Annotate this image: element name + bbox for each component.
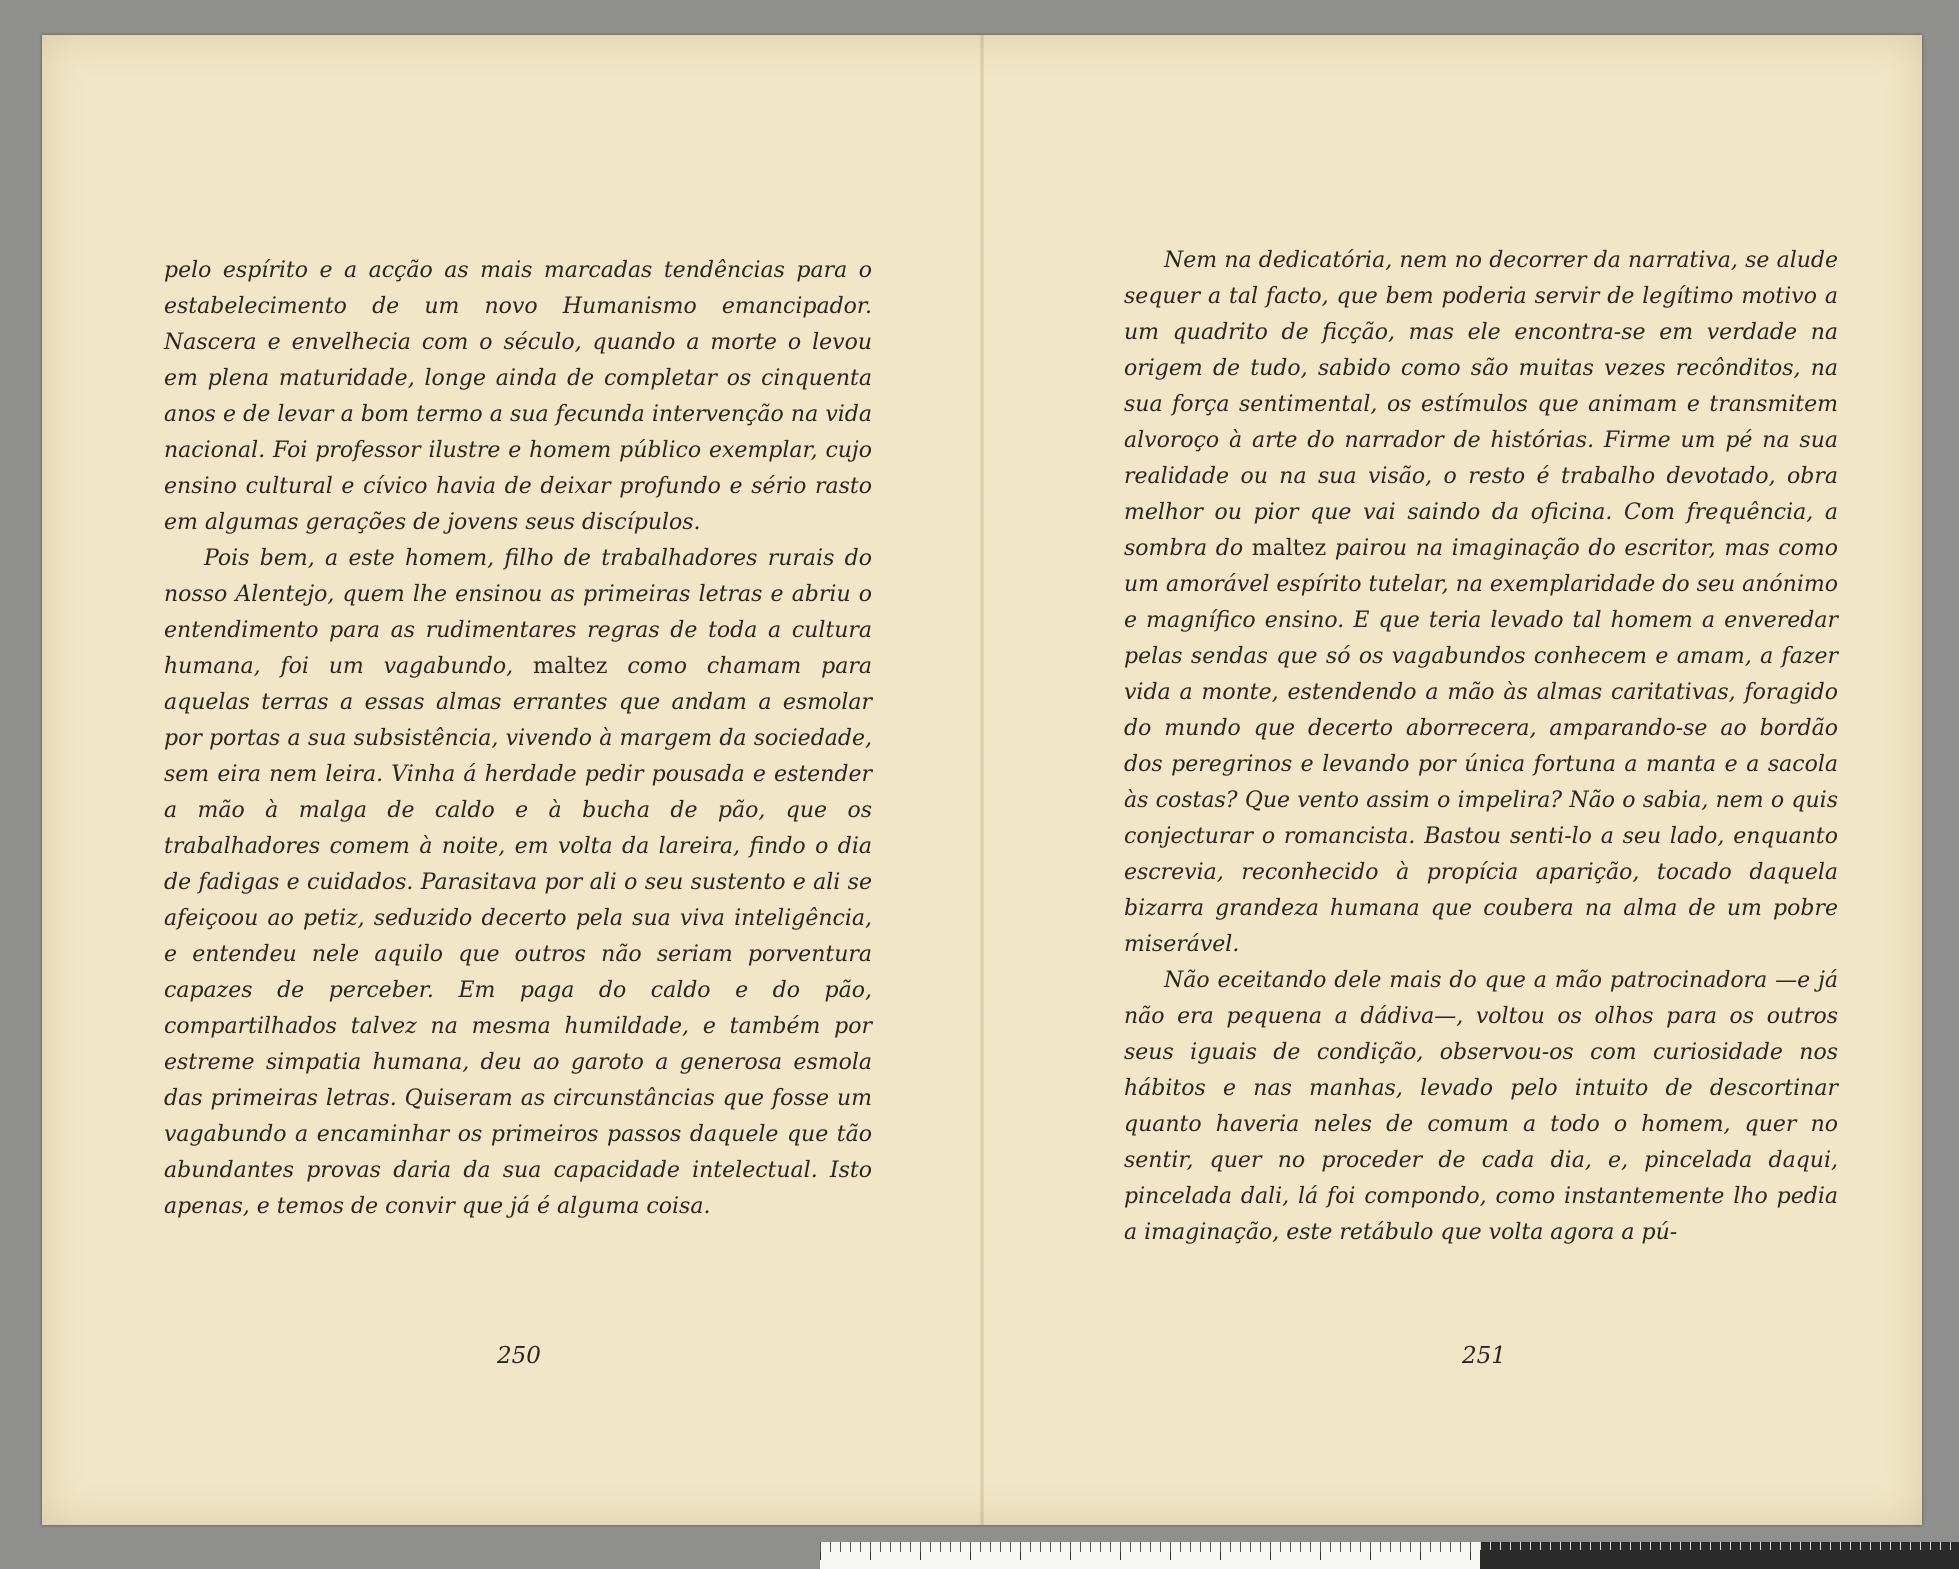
page-number: 251 [1462,1343,1506,1369]
paragraph-text: pairou na imaginação do escritor, mas como um amorável espírito tutelar, na exemplaridade do seu anónimo e magnífico ensino. E que teria levado tal homem a enveredar pelas sendas que só os vagabundos conhecem e amam, a fazer vida a monte, estendendo a mão às almas caritativas, foragido do mundo que decerto aborrecera, amparando-se ao bordão dos peregrinos e levando por única fortuna a manta e a sacola às costas? Que vento assim o impelira? Não o sabia, nem o quis conjecturar o romancista. Bastou senti-lo a seu lado, enquanto escrevia, reconhecido à propícia aparição, tocado daquela bizarra grandeza humana que coubera na alma de um pobre miserável. [1124,536,1838,957]
paragraph [164,541,872,1225]
book-spread [42,35,1922,1525]
paragraph-text: Pois bem, a este homem, filho de trabalhadores rurais do nosso Alentejo, quem lhe ensinou as primeiras letras e abriu o entendimento para as rudimentares regras de toda a cultura humana, foi um vagabundo, [164,546,872,679]
right-page-text [1124,243,1838,1251]
left-page [42,35,982,1525]
paragraph-emphasis: maltez [1251,536,1327,561]
paragraph: pelo espírito e a acção as mais marcadas tendências para o estabelecimento de um novo Humanismo emancipador. Nascera e envelhecia com o século, quando a morte o levou em plena maturidade, longe ainda de completar os cinquenta anos e de levar a bom termo a sua fecunda intervenção na vida nacional. Foi professor ilustre e homem público exemplar, cujo ensino cultural e cívico havia de deixar profundo e sério rasto em algumas gerações de jovens seus discípulos. [164,258,872,535]
left-page-text [164,253,872,1225]
ruler-ticks [820,1542,1480,1569]
paragraph-text: Nem na dedicatória, nem no decorrer da narrativa, se alude sequer a tal facto, que bem poderia servir de legítimo motivo a um quadrito de ficção, mas ele encontra-se em verdade na origem de tudo, sabido como são muitas vezes recônditos, na sua força sentimental, os estímulos que animam e transmitem alvoroço à arte do narrador de histórias. Firme um pé na sua realidade ou na sua visão, o resto é trabalho devotado, obra melhor ou pior que vai saindo da oficina. Com frequência, a sombra do [1124,248,1838,561]
paragraph-emphasis: maltez [532,654,608,679]
ruler-dark-segment [1480,1542,1959,1569]
paragraph [1124,243,1838,963]
right-page [982,35,1922,1525]
paragraph: Não eceitando dele mais do que a mão patrocinadora —e já não era pequena a dádiva—, voltou os olhos para os outros seus iguais de condição, observou-os com curiosidade nos hábitos e nas manhas, levado pelo intuito de descortinar quanto haveria neles de comum a todo o homem, quer no sentir, quer no proceder de cada dia, e, pincelada daqui, pincelada dali, lá foi compondo, como instantemente lho pedia a imaginação, este retábulo que volta agora a pú- [1124,968,1838,1245]
paragraph-text: como chamam para aquelas terras a essas almas errantes que andam a esmolar por portas a sua subsistência, vivendo à margem da sociedade, sem eira nem leira. Vinha á herdade pedir pousada e estender a mão à malga de caldo e à bucha de pão, que os trabalhadores comem à noite, em volta da lareira, findo o dia de fadigas e cuidados. Parasitava por ali o seu sustento e ali se afeiçoou ao petiz, seduzido decerto pela sua viva inteligência, e entendeu nele aquilo que outros não seriam porventura capazes de perceber. Em paga do caldo e do pão, compartilhados talvez na mesma humildade, e também por estreme simpatia humana, deu ao garoto a generosa esmola das primeiras letras. Quiseram as circunstâncias que fosse um vagabundo a encaminhar os primeiros passos daquele que tão abundantes provas daria da sua capacidade intelectual. Isto apenas, e temos de convir que já é alguma coisa. [164,654,872,1219]
scale-ruler [820,1542,1959,1569]
page-number: 250 [497,1343,541,1369]
